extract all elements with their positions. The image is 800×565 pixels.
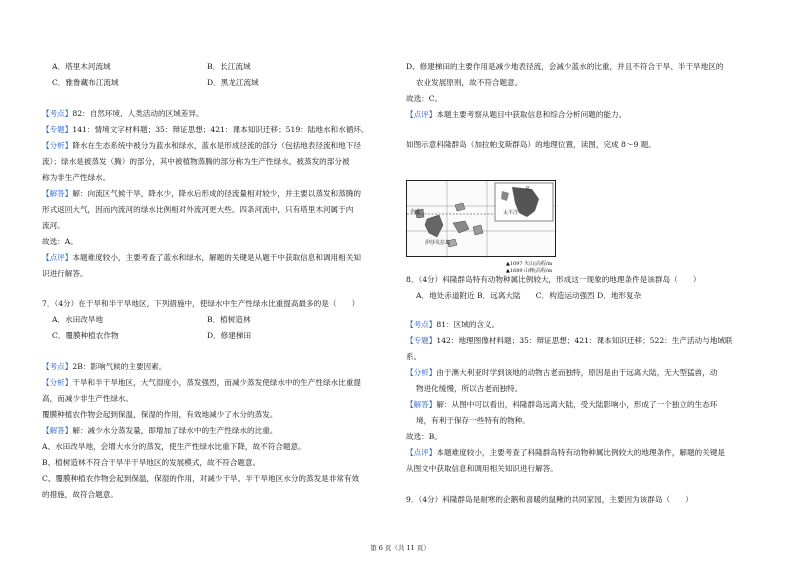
kaodian-tag: 【考点】 xyxy=(42,362,73,371)
page-footer: 第 6 页（共 11 页） xyxy=(370,544,430,552)
q7-answer: 故选：C。 xyxy=(406,94,443,103)
q8-dianping-1: 【点评】本题难度较小，主要考查了科隆群岛特有动物种属比例较大的地理条件，解题的关键是 xyxy=(406,448,725,457)
q8-jieda-2: 境，有利于保存一些特有的物种。 xyxy=(416,416,530,425)
q7-jieda-2: A、水田改旱地，会增大水分的蒸发，使生产性绿水比重下降，故不符合题意。 xyxy=(42,442,306,451)
q6-answer: 故选：A。 xyxy=(42,237,78,246)
q7-jieda-5: 的措施，故符合题意。 xyxy=(42,490,118,499)
map-legend-volcano: ▲1097 火山|高程/m xyxy=(506,261,553,267)
q8-answer: 故选：B。 xyxy=(406,432,442,441)
q6-jieda-3: 流河。 xyxy=(42,221,65,230)
q8-zhuanti-2: 系。 xyxy=(406,352,422,361)
map-label-island: 伊莎贝拉岛 xyxy=(425,240,451,246)
q6-options-row1 xyxy=(52,62,251,72)
q6-fenxi-1: 【分析】降水在生态系统中被分为蓝水和绿水，蓝水是形成径流的部分（包括地表径流和地下径 xyxy=(42,141,361,150)
kaodian-tag: 【考点】 xyxy=(42,109,73,118)
q7-kaodian: 【考点】2B：影响气候的主要因素。 xyxy=(42,362,167,371)
q7-jieda-3: B、植树造林不符合干旱半干旱地区的发展模式，故不符合题意。 xyxy=(42,458,261,467)
q7-options-row1 xyxy=(52,315,251,325)
q7-option-a: A．水田改旱地 xyxy=(52,315,104,324)
q8-fenxi-1: 【分析】由于澳大利亚时学到该地的动物古老而独特，原因是由于远离大陆，无大型猛兽，动 xyxy=(406,368,718,377)
map-legend-peak: ▲1689 山峰|高程/m xyxy=(506,268,553,274)
q8-dianping-2: 从图文中获取信息和调用相关知识进行解答。 xyxy=(406,464,558,473)
q7-jieda-4: C、覆膜种植农作物会起到保温，保湿的作用，对减少干旱、半干旱地区水分的蒸发是非常有效 xyxy=(42,474,360,483)
fenxi-tag: 【分析】 xyxy=(406,368,437,377)
map-graphic xyxy=(407,181,557,258)
q6-kaodian: 【考点】82：自然环境、人类活动的区域差异。 xyxy=(42,109,204,118)
q6-option-b: B．长江流域 xyxy=(207,62,251,71)
q7-fenxi-1: 【分析】干旱和半干旱地区，大气湿度小，蒸发强烈，而减少蒸发使绿水中的生产性绿水比重提 xyxy=(42,378,361,387)
q6-jieda-1: 【解答】解：向流区气候干旱，降水少，降水后形成的径流量相对较少，并主要以蒸发和蒸腾的 xyxy=(42,189,361,198)
q6-dianping-2: 识进行解答。 xyxy=(42,269,88,278)
q6-fenxi-2: 流）；绿水是被蒸发（腾）的部分，其中被植物蒸腾的部分称为生产性绿水，被蒸发的部分被 xyxy=(42,157,350,166)
zhuanti-tag: 【专题】 xyxy=(406,336,437,345)
q6-option-d: D．黑龙江流域 xyxy=(207,78,259,87)
galapagos-map-figure xyxy=(406,180,566,274)
q8-fenxi-2: 物进化缓慢，所以古老而独特。 xyxy=(416,384,523,393)
q6-jieda-2: 形式返回大气，因而内流河的绿水比例相对外流河更大些。四条河流中，只有塔里木河属于内 xyxy=(42,205,354,214)
q7-dianping: 【点评】本题主要考察从题目中获取信息和综合分析问题的能力。 xyxy=(406,110,627,119)
q7-option-c: C．覆膜种植农作物 xyxy=(52,331,119,340)
q7-fenxi-3: 覆膜种植农作物会起到保温，保湿的作用，有效地减少了水分的蒸发。 xyxy=(42,410,278,419)
q7-options-row2 xyxy=(52,331,252,341)
q9-stem: 9．（4分）科隆群岛是耐寒的企鹅和喜暖的鼠鳅的共同家园，主要因为该群岛（ ） xyxy=(406,495,693,504)
q7-option-b: B．植树造林 xyxy=(207,315,251,324)
fenxi-tag: 【分析】 xyxy=(42,141,73,150)
jieda-tag: 【解答】 xyxy=(42,189,73,198)
map-frame xyxy=(406,180,556,257)
zhuanti-tag: 【专题】 xyxy=(42,125,73,134)
kaodian-tag: 【考点】 xyxy=(406,320,437,329)
fenxi-tag: 【分析】 xyxy=(42,378,73,387)
q6-options-row2 xyxy=(52,78,259,88)
q7-jieda-1: 【解答】解：减少水分蒸发量，即增加了绿水中的生产性绿水的比重。 xyxy=(42,426,278,435)
q6-fenxi-3: 称为非生产性绿水。 xyxy=(42,173,111,182)
q6-dianping-1: 【点评】本题难度较小，主要考查了蓝水和绿水，解题的关键是从题干中获取信息和调用相关知 xyxy=(42,253,361,262)
q7-fenxi-2: 高，而减少非生产性绿水。 xyxy=(42,394,134,403)
map-label-north: 北 xyxy=(525,186,531,192)
map-label-equator: 赤道 xyxy=(410,209,421,215)
q7-jieda-6: D、修建梯田的主要作用是减少地表径流，会减少蓝水的比重，并且不符合干旱、半干旱地区的 xyxy=(406,62,724,71)
q6-option-a: A．塔里木河流域 xyxy=(52,62,111,71)
q8-zhuanti-1: 【专题】142：地理图像材料题；35：辩证思想；421：课本知识迁移；522：生产活动与地域联 xyxy=(406,336,733,345)
dianping-tag: 【点评】 xyxy=(42,253,73,262)
map-intro: 如图示意科隆群岛（加拉帕戈斯群岛）的地理位置，读图，完成 8～9 题。 xyxy=(406,140,656,149)
q8-stem: 8．（4分）科隆群岛特有动物种属比例较大，形成这一现象的地理条件是该群岛（ ） xyxy=(406,275,701,284)
jieda-tag: 【解答】 xyxy=(42,426,73,435)
jieda-tag: 【解答】 xyxy=(406,400,437,409)
q7-option-d: D．修建梯田 xyxy=(207,331,252,340)
dianping-tag: 【点评】 xyxy=(406,448,437,457)
map-label-ocean: 太平洋 xyxy=(503,210,519,216)
q7-jieda-7: 农业发展原则，故不符合题意。 xyxy=(416,78,523,87)
q6-zhuanti: 【专题】141：情境文字材料题；35：辩证思想；421：课本知识迁移；519：陆地水和水循环。 xyxy=(42,125,369,134)
q7-stem: 7．（4分）在干旱和半干旱地区，下列措施中，使绿水中生产性绿水比重提高最多的是（ ） xyxy=(42,299,360,308)
q6-option-c: C．雅鲁藏布江流域 xyxy=(52,78,119,87)
q8-kaodian: 【考点】81：区域的含义。 xyxy=(406,320,500,329)
q8-jieda-1: 【解答】解：从图中可以看出，科隆群岛远离大陆，受大陆影响小，形成了一个独立的生态环 xyxy=(406,400,718,409)
q8-options: A．地处赤道附近 B．远离大陆 C．构造运动强烈 D．地形复杂 xyxy=(416,291,642,300)
dianping-tag: 【点评】 xyxy=(406,110,437,119)
